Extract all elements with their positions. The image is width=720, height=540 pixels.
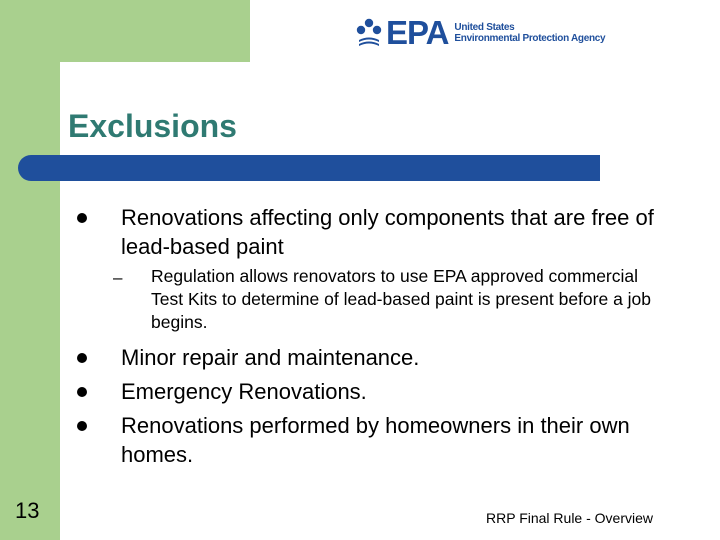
footer-text: RRP Final Rule - Overview — [486, 510, 654, 526]
top-green-band — [0, 0, 250, 62]
bullet-dot — [77, 213, 87, 223]
sub-bullet-text: Regulation allows renovators to use EPA approved commercial Test Kits to determine of lead-based paint is present before a job begins. — [151, 266, 652, 332]
bullet-dot — [77, 387, 87, 397]
bullet-text: Minor repair and maintenance. — [121, 345, 420, 370]
bullet-dot — [77, 353, 87, 363]
bullet-text: Renovations performed by homeowners in their own homes. — [121, 413, 630, 467]
logo-agency-name — [454, 22, 605, 44]
logo-agency-line2: Environmental Protection Agency — [454, 33, 606, 44]
bullet-text: Emergency Renovations. — [121, 379, 367, 404]
title-underline-bar — [18, 155, 600, 181]
slide-title: Exclusions — [68, 108, 237, 144]
epa-flower-icon — [356, 18, 382, 48]
slide-number: 13 — [15, 498, 40, 523]
bullet-text: Renovations affecting only components that are free of lead-based paint — [121, 205, 654, 259]
bullet-dot — [77, 421, 87, 431]
logo-agency-line1: United States — [454, 22, 515, 33]
logo-wordmark: EPA — [386, 14, 449, 51]
left-green-band — [0, 0, 60, 540]
epa-logo — [356, 16, 605, 50]
sub-bullet-dash: – — [113, 268, 123, 287]
